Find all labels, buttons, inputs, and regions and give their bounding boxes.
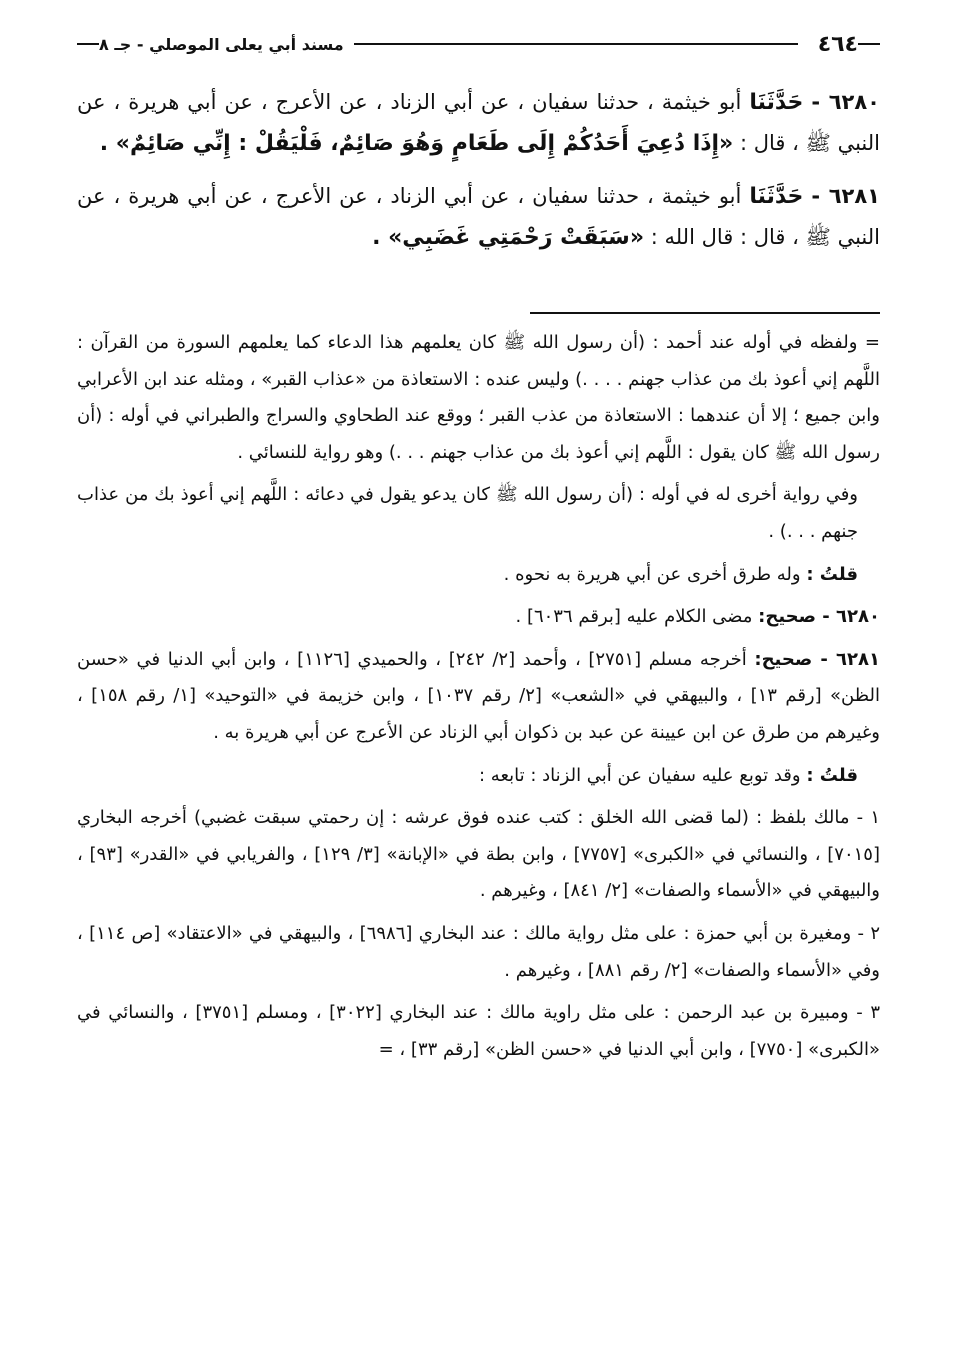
hadith-chain: أبو خيثمة ، حدثنا سفيان ، عن أبي الزناد ، عن الأعرج ، عن أبي هريرة ، عن النبي ﷺ ، قال : قال الله : (77, 184, 880, 249)
footnote-label: قلتُ : (806, 764, 858, 786)
page-header (77, 30, 880, 58)
header-rule (354, 43, 798, 45)
footnote-paragraph: ١ - مالك بلفظ : (لما قضى الله الخلق : كتب عنده فوق عرشه : إن رحمتي سبقت غضبي) أخرجه البخاري [٧٠١٥] ، والنسائي في «الكبرى» [٧٧٥٧] ، وابن بطة في «الإبانة» [٣/ ١٢٩] ، والفريابي في «القدر» [٩٣] ، والبيهقي في «الأسماء والصفات» [٢/ ٨٤١] ، وغيرهم . (77, 807, 880, 902)
footnote-paragraph (77, 599, 880, 636)
footnote-paragraph (77, 758, 880, 795)
footnote-label: ٦٢٨٠ - صحيح: (758, 606, 880, 628)
header-dash (858, 43, 880, 45)
page-number: ٤٦٤ (817, 31, 858, 57)
footnote-paragraph: وفي رواية أخرى له في أوله : (أن رسول الله ﷺ كان يدعو يقول في دعائه : اللَّهم إني أعوذ بك من عذاب جنهم . . .) . (77, 484, 858, 542)
footnote-paragraph: = ولفظه في أوله عند أحمد : (أن رسول الله ﷺ كان يعلمهم هذا الدعاء كما يعلمهم السورة من القرآن : اللَّهم إني أعوذ بك من عذاب جهنم . . . .) وليس عنده : الاستعاذة من «عذاب القبر» ، ومثله عند ابن الأعرابي وابن جميع ؛ إلا أن عندهما : الاستعاذة من عذب القبر ؛ ووقع عند الطحاوي والسراج والطبراني في أوله : (أن رسول الله ﷺ كان يقول : اللَّهم إني أعوذ بك من عذاب جهنم . . .) وهو رواية للنسائي . (77, 332, 880, 463)
footnote-text: وقد توبع عليه سفيان عن أبي الزناد : تابعه : (479, 764, 801, 786)
footnote-paragraph (77, 557, 880, 594)
footnote-label: ٦٢٨١ - صحيح: (754, 648, 880, 670)
footnote-text: وله طرق أخرى عن أبي هريرة به نحوه . (503, 563, 801, 585)
hadith-6280 (77, 82, 880, 164)
footnote-separator (530, 312, 880, 314)
footnote-label: قلتُ : (806, 563, 858, 585)
footnote-paragraph (77, 642, 880, 752)
main-text (77, 82, 880, 270)
footnotes (77, 325, 880, 1074)
hadith-number: ٦٢٨٠ - (811, 90, 880, 114)
hadith-keyword: حَدَّثَنَا (749, 90, 804, 115)
header-dash (77, 43, 99, 45)
hadith-6281 (77, 176, 880, 258)
running-title: مسند أبي يعلى الموصلي - جـ ٨ (99, 34, 344, 54)
footnote-paragraph: ٣ - ومبيرة بن عبد الرحمن : على مثل راوية مالك : عند البخاري [٣٠٢٢] ، ومسلم [٣٧٥١] ، والنسائي في «الكبرى» [٧٧٥٠] ، وابن أبي الدنيا في «حسن الظن» [رقم ٣٣] ، = (77, 1002, 880, 1060)
hadith-chain: أبو خيثمة ، حدثنا سفيان ، عن أبي الزناد ، عن الأعرج ، عن أبي هريرة ، عن النبي ﷺ ، قال : (77, 90, 880, 155)
hadith-keyword: حَدَّثَنَا (749, 184, 804, 209)
footnote-text: أخرجه مسلم [٢٧٥١] ، وأحمد [٢/ ٢٤٢] ، والحميدي [١١٢٦] ، وابن أبي الدنيا في «حسن الظن» [رقم ١٣] ، والبيهقي في «الشعب» [٢/ رقم ١٠٣٧] ، وابن خزيمة في «التوحيد» [١/ رقم ١٥٨] ، وغيرهم من طرق عن ابن عيينة عن عبد بن ذكوان أبي الزناد عن الأعرج عن أبي هريرة به . (77, 648, 880, 743)
footnote-text: مضى الكلام عليه [برقم ٦٠٣٦] . (515, 606, 753, 628)
hadith-text: «سَبَقَتْ رَحْمَتِي غَضَبِي» . (372, 225, 645, 250)
hadith-number: ٦٢٨١ - (811, 184, 880, 208)
footnote-paragraph: ٢ - ومغيرة بن أبي حمزة : على مثل رواية مالك : عند البخاري [٦٩٨٦] ، والبيهقي في «الاعتقاد» [ص ١١٤] ، وفي «الأسماء والصفات» [٢/ رقم ٨٨١] ، وغيرهم . (77, 922, 880, 981)
hadith-text: «إِذَا دُعِيَ أَحَدُكُمْ إِلَى طَعَامٍ وَهُوَ صَائِمٌ، فَلْيَقُلْ : إِنِّي صَائِمٌ» . (99, 131, 734, 156)
